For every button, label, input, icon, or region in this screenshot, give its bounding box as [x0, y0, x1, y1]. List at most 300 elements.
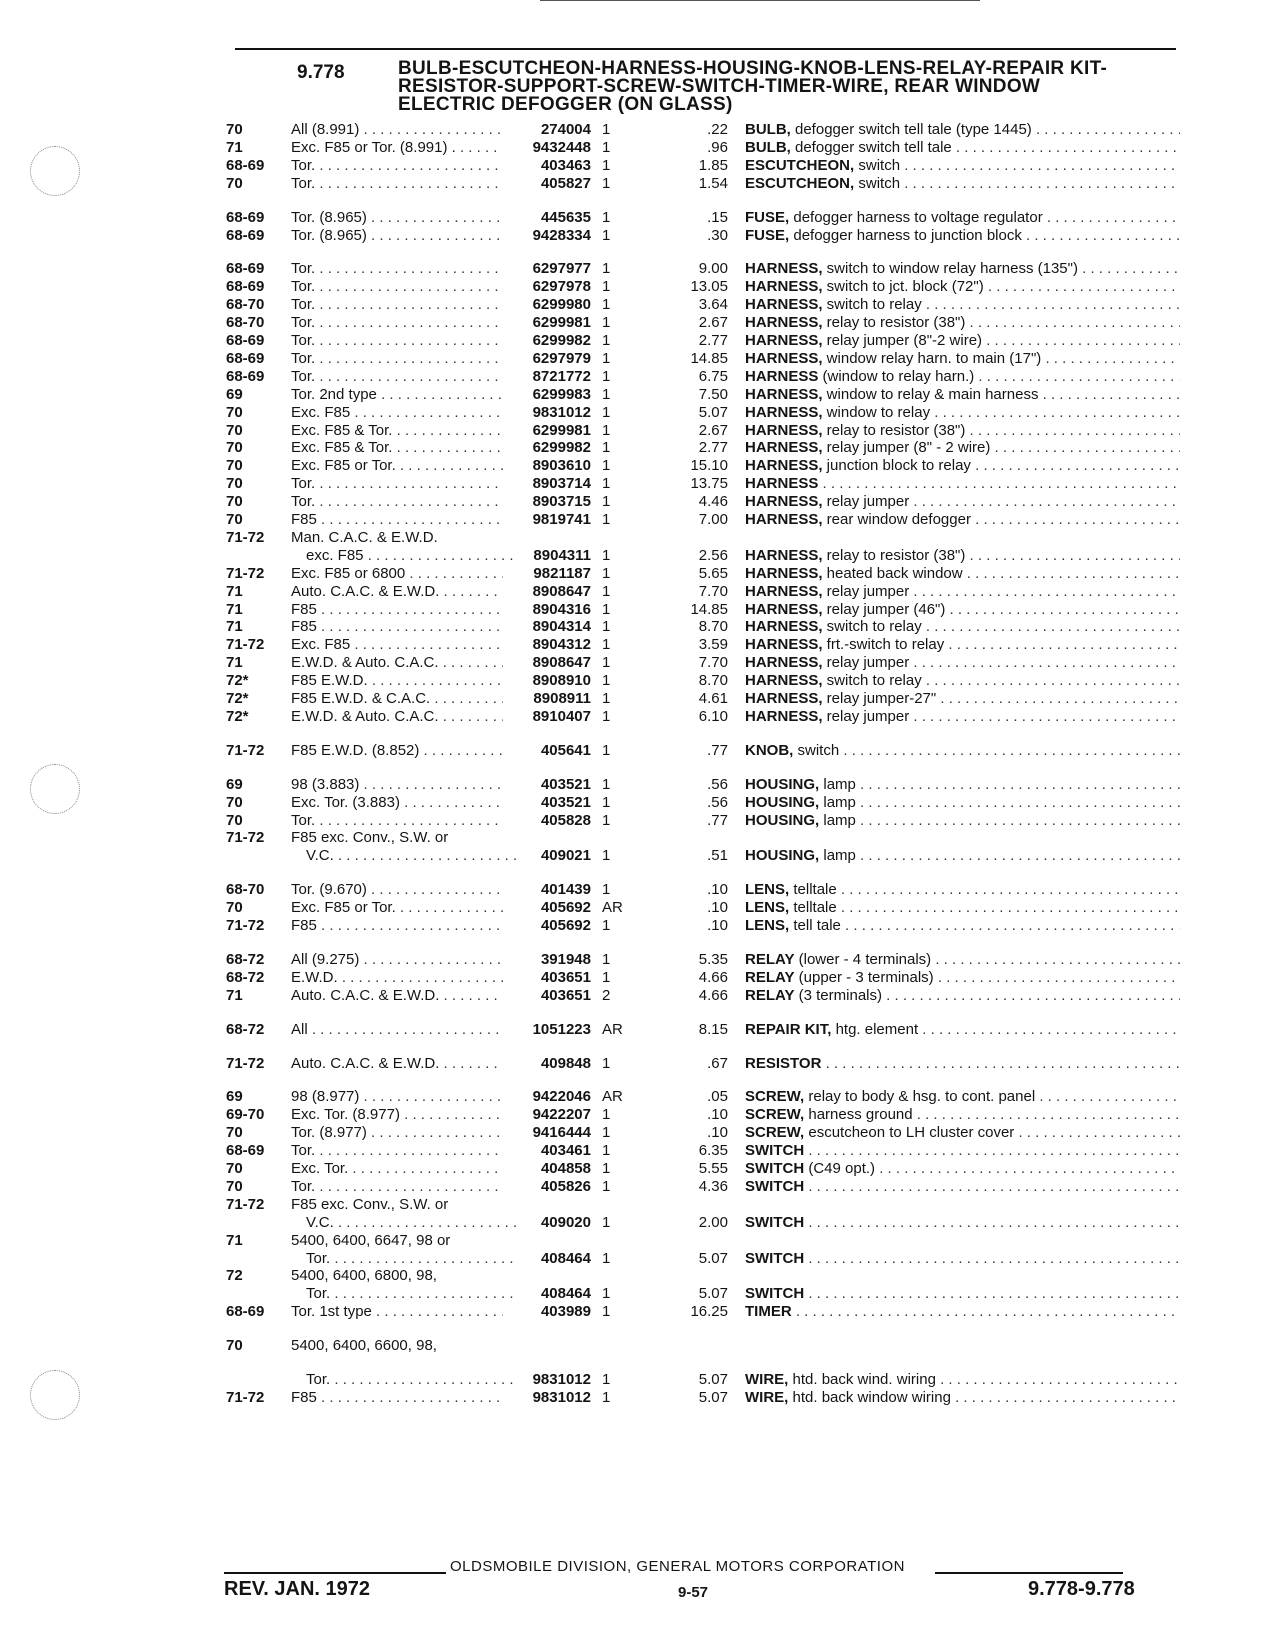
table-row: [0, 175, 1272, 193]
part-description: [745, 404, 1180, 422]
part-number: 391948: [540, 950, 591, 968]
model-year: 72: [226, 1267, 243, 1285]
part-name: HARNESS,: [745, 385, 823, 403]
part-number: 6299981: [532, 421, 591, 439]
table-row: [0, 776, 1272, 794]
model-year: 68-72: [226, 968, 265, 986]
table-row: [0, 1124, 1272, 1142]
table-row: [0, 951, 1272, 969]
quantity: AR: [602, 899, 623, 917]
part-number: 8904314: [532, 618, 591, 636]
model-year: 71: [226, 582, 243, 600]
part-detail: htd. back window wiring: [788, 1388, 951, 1406]
quantity: 1: [602, 385, 611, 403]
part-number: 405692: [540, 917, 591, 934]
model-application: Tor. . . .: [291, 1178, 503, 1196]
price: 5.07: [698, 1249, 728, 1267]
model-application: F85 . . .: [291, 601, 503, 619]
quantity: 1: [602, 968, 611, 986]
part-name: SCREW,: [745, 1088, 805, 1106]
part-number: 274004: [540, 121, 591, 138]
model-year: 72*: [226, 690, 249, 707]
part-description: [745, 278, 1180, 296]
price: 3.64: [698, 296, 728, 314]
quantity: 1: [602, 1371, 611, 1388]
model-application: Tor. . . .: [306, 1250, 518, 1268]
quantity: 1: [602, 278, 611, 296]
part-description: [745, 917, 1180, 935]
quantity: 1: [602, 493, 611, 511]
model-application: Exc. Tor. (8.977) . . .: [291, 1106, 503, 1124]
table-row: [0, 529, 1272, 547]
quantity: 1: [602, 1054, 611, 1072]
model-year: 69: [226, 1088, 243, 1106]
part-description: [745, 1021, 1180, 1039]
model-application: Tor. . . .: [291, 175, 503, 193]
model-application: V.C. . . .: [306, 847, 518, 865]
price: 8.70: [698, 672, 728, 690]
part-name: HOUSING,: [745, 793, 820, 811]
table-row: [0, 601, 1272, 619]
table-row: [0, 794, 1272, 812]
model-application: F85 E.W.D. . . .: [291, 672, 503, 690]
model-year: 70: [226, 457, 243, 475]
part-number: 403463: [540, 156, 591, 174]
part-description: [745, 987, 1180, 1005]
footer-rule-right: [935, 1572, 1123, 1574]
quantity: AR: [602, 1088, 623, 1106]
model-application: Exc. F85 & Tor. . . .: [291, 422, 503, 440]
part-description: [745, 227, 1180, 245]
model-year: 68-69: [226, 260, 265, 278]
division-name: OLDSMOBILE DIVISION, GENERAL MOTORS CORPORATION: [450, 1558, 905, 1575]
part-number: 6299982: [532, 439, 591, 457]
model-application: Tor. . . .: [291, 278, 503, 296]
part-description: [745, 439, 1180, 457]
table-row: [0, 475, 1272, 493]
quantity: 1: [602, 636, 611, 654]
model-application: All (8.991) . . .: [291, 121, 503, 139]
price: 5.07: [698, 403, 728, 421]
part-description: [745, 672, 1180, 690]
part-number: 6299980: [532, 296, 591, 314]
part-description: [745, 1178, 1180, 1196]
model-year: 68-69: [226, 278, 265, 296]
part-description: [745, 422, 1180, 440]
model-application: Tor. . . .: [291, 296, 503, 314]
part-detail: telltale: [789, 899, 837, 917]
model-year: 68-69: [226, 208, 265, 226]
table-row: [0, 1250, 1272, 1268]
section-range: 9.778-9.778: [1028, 1578, 1135, 1600]
model-application: Man. C.A.C. & E.W.D.: [291, 528, 438, 546]
part-description: [745, 708, 1180, 726]
title-line: ELECTRIC DEFOGGER (ON GLASS): [398, 94, 733, 115]
price: 7.70: [698, 654, 728, 672]
price: 5.07: [698, 1285, 728, 1303]
table-row: [0, 1088, 1272, 1106]
part-number: 8904312: [532, 636, 591, 654]
table-row: [0, 1106, 1272, 1124]
table-row: [0, 422, 1272, 440]
part-detail: window relay harn. to main (17"): [822, 349, 1042, 367]
part-detail: lamp: [819, 793, 856, 811]
part-detail: relay jumper: [822, 707, 910, 725]
part-number: 408464: [540, 1249, 591, 1267]
part-name: HARNESS,: [745, 618, 823, 636]
part-name: HARNESS,: [745, 439, 823, 457]
part-description: [745, 1389, 1180, 1407]
quantity: 1: [602, 121, 611, 138]
price: 6.10: [698, 707, 728, 725]
quantity: 1: [602, 421, 611, 439]
model-application: Exc. F85 or Tor. (8.991) . . . .: [291, 139, 503, 157]
table-row: [0, 1267, 1272, 1285]
revision-date: REV. JAN. 1972: [224, 1578, 371, 1600]
part-name: HARNESS,: [745, 636, 823, 654]
part-name: HARNESS,: [745, 600, 823, 618]
quantity: 1: [602, 811, 611, 829]
price: 5.07: [698, 1371, 728, 1388]
table-row: [0, 969, 1272, 987]
part-number: 405828: [540, 811, 591, 829]
model-application: exc. F85 . . .: [306, 547, 518, 565]
price: 1.54: [698, 174, 728, 192]
part-name: LENS,: [745, 881, 790, 899]
part-detail: switch to relay: [822, 618, 922, 636]
table-row: [0, 511, 1272, 529]
table-row: [0, 457, 1272, 475]
part-description: [745, 654, 1180, 672]
table-row: [0, 987, 1272, 1005]
model-application: Auto. C.A.C. & E.W.D. . . .: [291, 987, 503, 1005]
model-application: Tor. . . .: [291, 157, 503, 175]
table-row: [0, 1337, 1272, 1355]
part-detail: junction block to relay: [822, 457, 971, 475]
model-application: Tor. . . .: [291, 493, 503, 511]
table-row: [0, 314, 1272, 332]
quantity: 1: [602, 618, 611, 636]
model-year: 70: [226, 493, 243, 511]
price: 4.46: [698, 493, 728, 511]
price: .22: [707, 121, 728, 138]
part-number: 403461: [540, 1142, 591, 1160]
model-application: 5400, 6400, 6647, 98 or: [291, 1231, 451, 1249]
part-name: ESCUTCHEON,: [745, 174, 855, 192]
table-row: [0, 1160, 1272, 1178]
part-detail: escutcheon to LH cluster cover: [804, 1124, 1015, 1142]
table-row: [0, 368, 1272, 386]
model-application: 98 (8.977) . . .: [291, 1088, 503, 1106]
model-year: 71: [226, 138, 243, 156]
model-year: 71-72: [226, 829, 265, 847]
part-name: HARNESS,: [745, 296, 823, 314]
price: .10: [707, 881, 728, 899]
part-number: 9422207: [532, 1106, 591, 1124]
model-application: Exc. F85 or Tor. . . .: [291, 457, 503, 475]
quantity: 1: [602, 1124, 611, 1142]
price: 13.05: [690, 278, 728, 296]
table-row: [0, 636, 1272, 654]
quantity: 1: [602, 208, 611, 226]
part-description: [745, 951, 1180, 969]
price: .10: [707, 917, 728, 934]
title-line: BULB-ESCUTCHEON-HARNESS-HOUSING-KNOB-LENS-RELAY-REPAIR KIT-: [398, 58, 1108, 79]
part-description: [745, 1124, 1180, 1142]
price: 5.35: [698, 950, 728, 968]
table-row: [0, 209, 1272, 227]
part-description: [745, 175, 1180, 193]
part-name: HARNESS,: [745, 314, 823, 332]
model-year: 68-69: [226, 1142, 265, 1160]
model-year: 70: [226, 1124, 243, 1142]
quantity: 1: [602, 314, 611, 332]
part-number: 9831012: [532, 1371, 591, 1388]
part-number: 403651: [540, 986, 591, 1004]
part-number: 8903714: [532, 475, 591, 493]
part-description: [745, 881, 1180, 899]
part-detail: relay jumper: [822, 493, 910, 511]
model-application: Tor. 2nd type . . .: [291, 386, 503, 404]
model-year: 70: [226, 174, 243, 192]
part-number: 9819741: [532, 511, 591, 528]
quantity: 1: [602, 1106, 611, 1124]
quantity: 1: [602, 600, 611, 618]
quantity: 1: [602, 296, 611, 314]
part-detail: relay jumper-27": [822, 690, 937, 707]
part-detail: (upper - 3 terminals): [794, 968, 934, 986]
section-number: 9.778: [297, 62, 345, 83]
part-number: 8903715: [532, 493, 591, 511]
price: .56: [707, 793, 728, 811]
quantity: 1: [602, 690, 611, 707]
part-description: [745, 742, 1180, 760]
part-name: HARNESS,: [745, 278, 823, 296]
model-application: Tor. (8.965) . . .: [291, 209, 503, 227]
table-row: [0, 1214, 1272, 1232]
part-name: HARNESS,: [745, 349, 823, 367]
part-description: [745, 601, 1180, 619]
model-year: 71-72: [226, 1195, 265, 1213]
model-year: 71-72: [226, 741, 265, 759]
table-row: [0, 618, 1272, 636]
part-name: HARNESS,: [745, 332, 823, 349]
model-year: 68-70: [226, 296, 265, 314]
table-row: [0, 708, 1272, 726]
part-description: [745, 847, 1180, 865]
part-detail: lamp: [819, 811, 856, 829]
quantity: 1: [602, 403, 611, 421]
model-year: 68-69: [226, 1303, 265, 1321]
part-name: BULB,: [745, 138, 791, 156]
part-detail: htg. element: [831, 1020, 919, 1038]
part-description: [745, 1250, 1180, 1268]
model-year: 70: [226, 1177, 243, 1195]
model-year: 71: [226, 654, 243, 672]
quantity: 1: [602, 260, 611, 278]
quantity: 1: [602, 1285, 611, 1303]
model-application: Tor. . . .: [306, 1285, 518, 1303]
model-application: Tor. (8.977) . . .: [291, 1124, 503, 1142]
table-row: [0, 1142, 1272, 1160]
model-year: 71-72: [226, 636, 265, 654]
part-number: 9422046: [532, 1088, 591, 1106]
part-description: [745, 314, 1180, 332]
quantity: 1: [602, 1160, 611, 1177]
part-detail: switch to relay: [822, 296, 922, 314]
quantity: 1: [602, 793, 611, 811]
price: .77: [707, 741, 728, 759]
part-number: 408464: [540, 1285, 591, 1303]
model-application: V.C. . . .: [306, 1214, 518, 1232]
price: .51: [707, 847, 728, 865]
model-application: Exc. Tor. (3.883) . . .: [291, 794, 503, 812]
part-name: HARNESS,: [745, 493, 823, 511]
part-number: 445635: [540, 208, 591, 226]
model-application: Exc. F85 . . .: [291, 636, 503, 654]
part-description: [745, 296, 1180, 314]
model-year: 70: [226, 421, 243, 439]
quantity: 1: [602, 349, 611, 367]
price: 5.65: [698, 564, 728, 582]
table-row: [0, 1055, 1272, 1073]
quantity: 1: [602, 564, 611, 582]
part-detail: switch to window relay harness (135"): [822, 260, 1078, 278]
part-number: 8904316: [532, 600, 591, 618]
model-year: 71-72: [226, 1054, 265, 1072]
part-description: [745, 547, 1180, 565]
quantity: 1: [602, 707, 611, 725]
part-number: 9416444: [532, 1124, 591, 1142]
quantity: 1: [602, 672, 611, 690]
price: 5.55: [698, 1160, 728, 1177]
quantity: 1: [602, 1177, 611, 1195]
part-number: 405692: [540, 899, 591, 917]
part-name: REPAIR KIT,: [745, 1020, 832, 1038]
part-number: 9432448: [532, 138, 591, 156]
price: 14.85: [690, 349, 728, 367]
price: 2.56: [698, 546, 728, 564]
table-row: [0, 1285, 1272, 1303]
part-name: FUSE,: [745, 208, 790, 226]
model-year: 68-70: [226, 314, 265, 332]
model-year: 70: [226, 403, 243, 421]
model-application: F85 E.W.D. & C.A.C. . . .: [291, 690, 503, 708]
header-rule: [235, 48, 1176, 50]
table-row: [0, 1178, 1272, 1196]
price: .10: [707, 1124, 728, 1142]
model-year: 70: [226, 811, 243, 829]
part-name: SCREW,: [745, 1106, 805, 1124]
quantity: 1: [602, 1249, 611, 1267]
part-number: 405826: [540, 1177, 591, 1195]
price: 5.07: [698, 1388, 728, 1406]
model-year: 68-69: [226, 332, 265, 349]
part-detail: window to relay: [822, 403, 931, 421]
part-number: 401439: [540, 881, 591, 899]
part-name: HARNESS,: [745, 654, 823, 672]
part-detail: switch: [854, 156, 901, 174]
price: 6.75: [698, 367, 728, 385]
part-name: HARNESS,: [745, 564, 823, 582]
part-number: 405641: [540, 741, 591, 759]
part-detail: switch: [854, 174, 901, 192]
model-year: 68-69: [226, 156, 265, 174]
part-description: [745, 1285, 1180, 1303]
part-detail: tell tale: [789, 917, 841, 934]
part-name: HARNESS,: [745, 457, 823, 475]
model-application: Tor. (9.670) . . .: [291, 881, 503, 899]
model-application: Tor. . . .: [291, 1142, 503, 1160]
part-name: KNOB,: [745, 741, 794, 759]
quantity: 1: [602, 741, 611, 759]
price: 2.77: [698, 439, 728, 457]
part-detail: defogger switch tell tale: [790, 138, 952, 156]
model-application: Tor. . . .: [291, 332, 503, 350]
part-description: [745, 776, 1180, 794]
part-description: [745, 332, 1180, 350]
table-row: [0, 493, 1272, 511]
part-detail: lamp: [819, 775, 856, 793]
part-description: [745, 1055, 1180, 1073]
quantity: 1: [602, 156, 611, 174]
price: 7.50: [698, 385, 728, 403]
price: .96: [707, 138, 728, 156]
part-detail: htd. back wind. wiring: [788, 1371, 936, 1388]
part-description: [745, 794, 1180, 812]
part-name: SWITCH: [745, 1285, 805, 1303]
price: 7.70: [698, 582, 728, 600]
quantity: 1: [602, 1142, 611, 1160]
part-detail: defogger switch tell tale (type 1445): [790, 121, 1032, 138]
part-description: [745, 1303, 1180, 1321]
part-detail: (C49 opt.): [804, 1160, 876, 1177]
part-number: 9831012: [532, 1388, 591, 1406]
part-description: [745, 368, 1180, 386]
quantity: 1: [602, 654, 611, 672]
price: 7.00: [698, 511, 728, 528]
quantity: 1: [602, 881, 611, 899]
table-row: [0, 881, 1272, 899]
table-row: [0, 565, 1272, 583]
model-year: 71-72: [226, 528, 265, 546]
model-year: 69: [226, 775, 243, 793]
table-row: [0, 350, 1272, 368]
model-year: 68-72: [226, 950, 265, 968]
model-year: 70: [226, 439, 243, 457]
part-detail: (window to relay harn.): [818, 367, 975, 385]
part-name: HARNESS,: [745, 546, 823, 564]
model-year: 68-72: [226, 1020, 265, 1038]
part-description: [745, 812, 1180, 830]
price: 16.25: [690, 1303, 728, 1321]
price: 1.85: [698, 156, 728, 174]
quantity: 1: [602, 1303, 611, 1321]
part-description: [745, 636, 1180, 654]
model-year: 68-69: [226, 367, 265, 385]
part-detail: relay to resistor (38"): [822, 314, 966, 332]
part-number: 6299982: [532, 332, 591, 349]
price: 4.36: [698, 1177, 728, 1195]
model-application: Tor. (8.965) . . .: [291, 227, 503, 245]
part-number: 8904311: [533, 546, 591, 564]
part-name: SWITCH: [745, 1249, 805, 1267]
part-detail: relay jumper: [822, 654, 910, 672]
part-name: LENS,: [745, 899, 790, 917]
part-description: [745, 493, 1180, 511]
quantity: 1: [602, 457, 611, 475]
price: .10: [707, 899, 728, 917]
